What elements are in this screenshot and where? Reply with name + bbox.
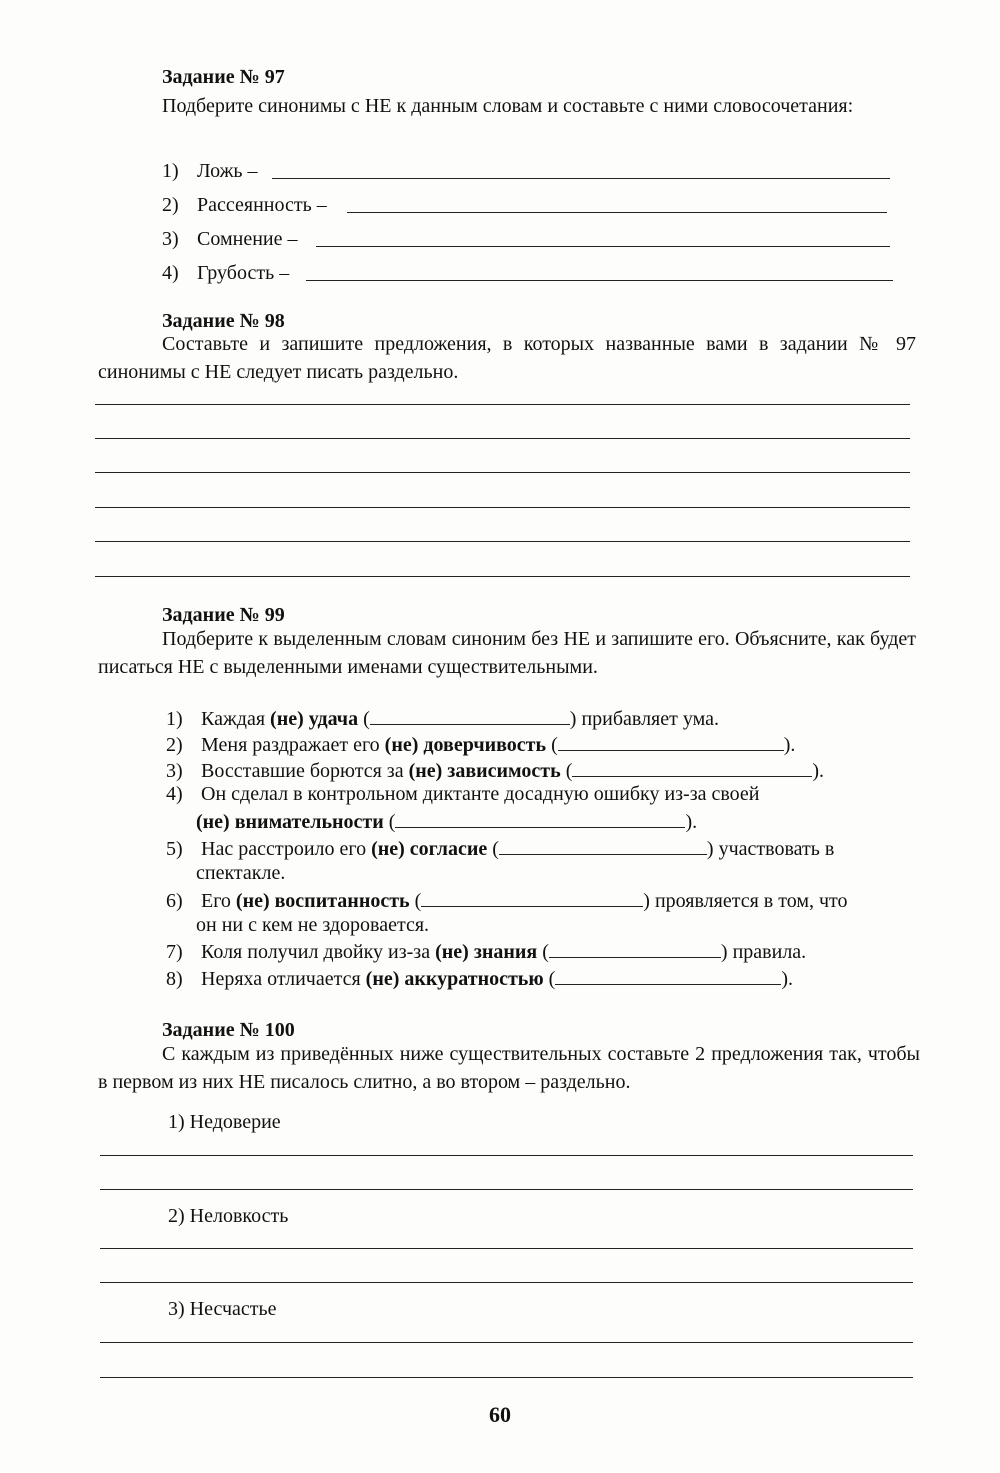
writing-line[interactable] [95,576,910,577]
answer-line[interactable] [347,212,887,213]
writing-line[interactable] [95,438,910,439]
answer-blank[interactable] [421,888,643,907]
answer-line[interactable] [316,246,890,247]
task-99-item-cont: (не) внимательности ( ). [196,811,698,833]
writing-line[interactable] [95,404,910,405]
answer-line[interactable] [306,280,893,281]
task-97-item: 2) Рассеянность – [162,194,327,216]
writing-line[interactable] [95,507,910,508]
writing-line[interactable] [100,1155,913,1156]
task-99-item: 7) Коля получил двойку из-за (не) знания ( ) правила. [166,941,807,963]
task-100-heading: Задание № 100 [162,1019,295,1041]
task-100-instruction: С каждым из приведённых ниже существительных составьте 2 предложения так, чтобы в первом из них НЕ писалось слитно, а во втором – раздельно. [98,1043,920,1093]
answer-blank[interactable] [549,939,721,958]
page-number: 60 [489,1402,511,1427]
writing-line[interactable] [100,1189,913,1190]
writing-line[interactable] [100,1377,913,1378]
task-99-item-cont: он ни с кем не здоровается. [196,914,430,936]
task-97-item: 4) Грубость – [162,262,290,284]
answer-blank[interactable] [558,732,784,751]
writing-line[interactable] [95,472,910,473]
task-98-instruction: Составьте и запишите предложения, в которых названные вами в задании № 97 синонимы с НЕ следует писать раздельно. [98,333,916,383]
writing-line[interactable] [95,541,910,542]
task-100-item: 2) Неловкость [168,1205,289,1227]
task-99-item: 8) Неряха отличается (не) аккуратностью ( ). [166,968,794,990]
task-99-heading: Задание № 99 [162,604,285,626]
writing-line[interactable] [100,1282,913,1283]
task-97-heading: Задание № 97 [162,66,285,88]
answer-blank[interactable] [555,966,781,985]
task-98-heading: Задание № 98 [162,310,285,332]
answer-blank[interactable] [572,758,812,777]
answer-line[interactable] [272,178,890,179]
task-97-item: 1) Ложь – [162,160,258,182]
task-97-item: 3) Сомнение – [162,228,298,250]
task-99-item-cont: спектакле. [196,862,286,884]
task-99-item: 4) Он сделал в контрольном диктанте досадную ошибку из-за своей [166,783,760,805]
task-97-instruction: Подберите синонимы с НЕ к данным словам и составьте с ними словосочетания: [162,95,854,117]
task-99-item: 5) Нас расстроило его (не) согласие ( ) участвовать в [166,838,835,860]
task-99-instruction: Подберите к выделенным словам синоним без НЕ и запишите его. Объясните, как будет писаться НЕ с выделенными именами существительными. [98,628,916,678]
answer-blank[interactable] [370,706,570,725]
task-100-item: 3) Несчастье [168,1298,277,1320]
task-99-item: 6) Его (не) воспитанность ( ) проявляется в том, что [166,890,848,912]
task-99-item: 1) Каждая (не) удача ( ) прибавляет ума. [166,708,720,730]
answer-blank[interactable] [499,836,707,855]
task-99-item: 3) Восставшие борются за (не) зависимость ( ). [166,760,825,782]
answer-blank[interactable] [395,809,685,828]
task-99-item: 2) Меня раздражает его (не) доверчивость ( ). [166,734,796,756]
task-100-item: 1) Недоверие [168,1111,281,1133]
writing-line[interactable] [100,1342,913,1343]
writing-line[interactable] [100,1248,913,1249]
